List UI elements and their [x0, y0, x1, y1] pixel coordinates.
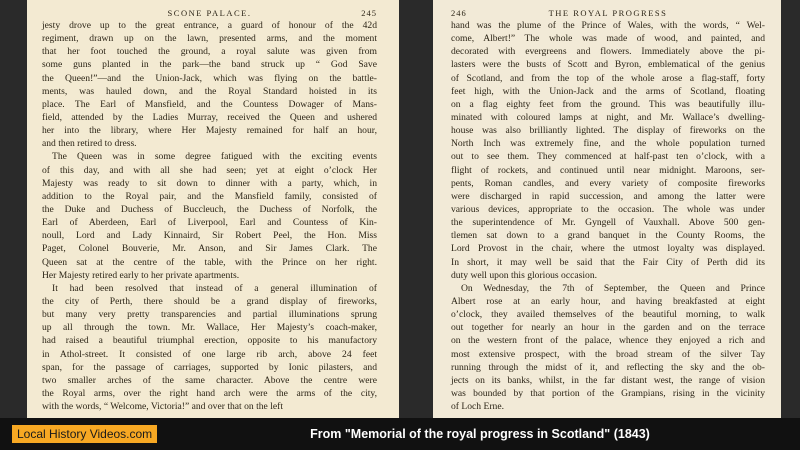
left-page-text-line: ments, was hauled down, and the Royal Standard hoisted in its	[42, 85, 377, 97]
right-page-text-line: Albert rose at an early hour, and having breakfasted at eight	[451, 295, 765, 307]
right-page-body	[451, 19, 765, 413]
brand-logo[interactable]: Local History Videos.com	[12, 425, 157, 443]
left-page-text-line: up all through the town. Mr. Wallace, Her Majesty’s coach-maker,	[42, 322, 377, 334]
right-running-head	[451, 5, 765, 18]
source-caption: From "Memorial of the royal progress in Scotland" (1843)	[310, 427, 650, 441]
right-running-head-title: THE ROYAL PROGRESS	[548, 8, 668, 18]
right-page-text-line: on a flag eighty feet from the ground. This was beautifully illu-	[451, 98, 765, 110]
right-page-text-line: lasters were the busts of Scott and Byron, emblematical of the genius	[451, 59, 765, 71]
left-page-text-line: the Royal arms, over the right hand arch were the arms of the city,	[42, 387, 377, 399]
right-page-text-line: of Scotland, and from the top of the whole arose a flag-staff, forty	[451, 72, 765, 84]
left-page-text-line: of this day, and with all she had seen; yet at eight o’clock Her	[42, 164, 377, 176]
right-page-text-line: most extensive prospect, with the broad stream of the silver Tay	[451, 348, 765, 360]
right-page-text-line: come, Albert!” The whole was made of wood, and painted, and	[451, 33, 765, 45]
left-page-text-line: noull, Lord and Lady Kinnaird, Sir Robert Peel, the Hon. Miss	[42, 230, 377, 242]
right-page-text-line: Lord Provost in the chair, where the utmost loyalty was displayed.	[451, 243, 765, 255]
right-page-text-line: pents, Roman candles, and every variety of composite fireworks	[451, 177, 765, 189]
left-page-text-line: field, attended by the Ladies Murray, received the Queen and ushered	[42, 111, 377, 123]
right-page-text-line: feet high, with the Union-Jack and the arms of Scotland, floating	[451, 85, 765, 97]
left-page-text-line: the Queen!”—and the Union-Jack, which was flying on the battle-	[42, 72, 377, 84]
left-running-head-title: SCONE PALACE.	[167, 8, 252, 18]
left-page-text-line: span, for the passage of carriages, supported by Ionic pilasters, and	[42, 361, 377, 373]
right-page-text-line: the superintendence of Mr. Gyngell of Vauxhall. Above 500 gen-	[451, 217, 765, 229]
right-page-text-line: North Inch was extremely fine, and the whole population turned	[451, 138, 765, 150]
left-page-text-line: with the words, “ Welcome, Victoria!” and over that on the left	[42, 401, 283, 413]
left-page-text-line: had raised a beautiful triumphal erection, opposite to his manufactory	[42, 335, 377, 347]
right-page-text-line: minated with coloured lamps at night, and Mr. Wallace’s dwelling-	[451, 111, 765, 123]
left-page-body	[42, 19, 377, 413]
left-page-text-line: jesty drove up to the great entrance, a guard of honour of the 42d	[42, 20, 377, 31]
right-page-text-line: flight of rockets, and continued until near midnight. Maroons, ser-	[451, 164, 765, 176]
right-page-text-line: jects on its banks, whilst, in the far distant west, the range of vision	[451, 374, 765, 386]
right-page-text-line: house was also brilliantly lighted. The display of fireworks on the	[451, 125, 765, 137]
right-page-text-line: decorated with evergreens and flowers. Immediately above the pi-	[451, 46, 765, 58]
left-page-text-line: the Duke and Duchess of Buccleuch, the Duchess of Norfolk, the	[42, 203, 377, 215]
right-page-text-line: on the western front of the palace, whence they enjoyed a rich and	[451, 335, 765, 347]
left-page-text-line: but many very pretty transparencies and partial illuminations sprung	[42, 309, 377, 321]
left-page-number: 245	[361, 8, 377, 18]
right-page-text-line: were discharged in rapid succession, and among the latter were	[451, 190, 765, 202]
left-page-text-line: that her foot touched the ground, a royal salute was given from	[42, 46, 377, 58]
right-page-text-line: tlemen sat down to a grand banquet in the County Rooms, the	[451, 230, 765, 242]
left-page-text-line: and then retired to dress.	[42, 138, 137, 150]
right-book-page	[433, 0, 781, 418]
right-page-number: 246	[451, 8, 467, 18]
left-page-text-line: regiment, drawn up on the lawn, presented arms, and the moment	[42, 33, 377, 45]
left-page-text-line: Paget, Colonel Bouverie, Mr. Anson, and Sir James Clark. The	[42, 243, 377, 255]
right-page-text-line: out together for nearly an hour in the garden and on the terrace	[451, 322, 765, 334]
right-page-text-line: hand was the plume of the Prince of Wales, with the words, “ Wel-	[451, 20, 765, 31]
right-page-text-line: duty well upon this glorious occasion.	[451, 269, 598, 281]
right-page-text-line: running through the midst of it, and reflecting the sky and the ob-	[451, 361, 765, 373]
right-page-text-line: In short, it may well be said that the Fair City of Perth did its	[451, 256, 765, 268]
left-page-text-line: Her Majesty retired early to her private apartments.	[42, 269, 240, 281]
right-page-text-line: out to see them. They commenced at half-past ten o’clock, with a	[451, 151, 765, 163]
left-page-text-line: place. The Earl of Mansfield, and the Countess Dowager of Mans-	[42, 98, 377, 110]
left-page-text-line: the city of Perth, there should be a grand display of fireworks,	[42, 295, 377, 307]
left-page-text-line: Majesty was ready to sit down to dinner with a party, which, in	[42, 177, 377, 189]
right-page-text-line: On Wednesday, the 7th of September, the Queen and Prince	[461, 282, 765, 294]
left-page-text-line: two smaller arches of the same character. Above the centre were	[42, 374, 377, 386]
left-page-text-line: Queen sat at the centre of the table, with the Prince on her right.	[42, 256, 377, 268]
left-page-text-line: addition to the Royal pair, and the Mansfield family, consisted of	[42, 190, 377, 202]
left-page-text-line: in Athol-street. It consisted of one large rib arch, above 24 feet	[42, 348, 377, 360]
left-book-page	[27, 0, 399, 418]
left-page-text-line: her into the library, where Her Majesty remained for half an hour,	[42, 125, 377, 137]
left-running-head	[42, 5, 377, 18]
left-page-text-line: The Queen was in some degree fatigued with the exciting events	[52, 151, 377, 163]
left-page-text-line: It had been resolved that instead of a general illumination of	[52, 282, 377, 294]
right-page-text-line: was bounded by that portion of the Grampians, rising in the vicinity	[451, 387, 765, 399]
left-page-text-line: Earl of Aberdeen, Earl of Liverpool, Earl and Countess of Kin-	[42, 217, 377, 229]
right-page-text-line: of Loch Erne.	[451, 401, 505, 413]
right-page-text-line: various devices, appropriate to the occasion. The whole was under	[451, 203, 765, 215]
right-page-text-line: o’clock, they availed themselves of the beautiful morning, to walk	[451, 309, 765, 321]
left-page-text-line: some guns planted in the park—the band struck up “ God Save	[42, 59, 377, 71]
